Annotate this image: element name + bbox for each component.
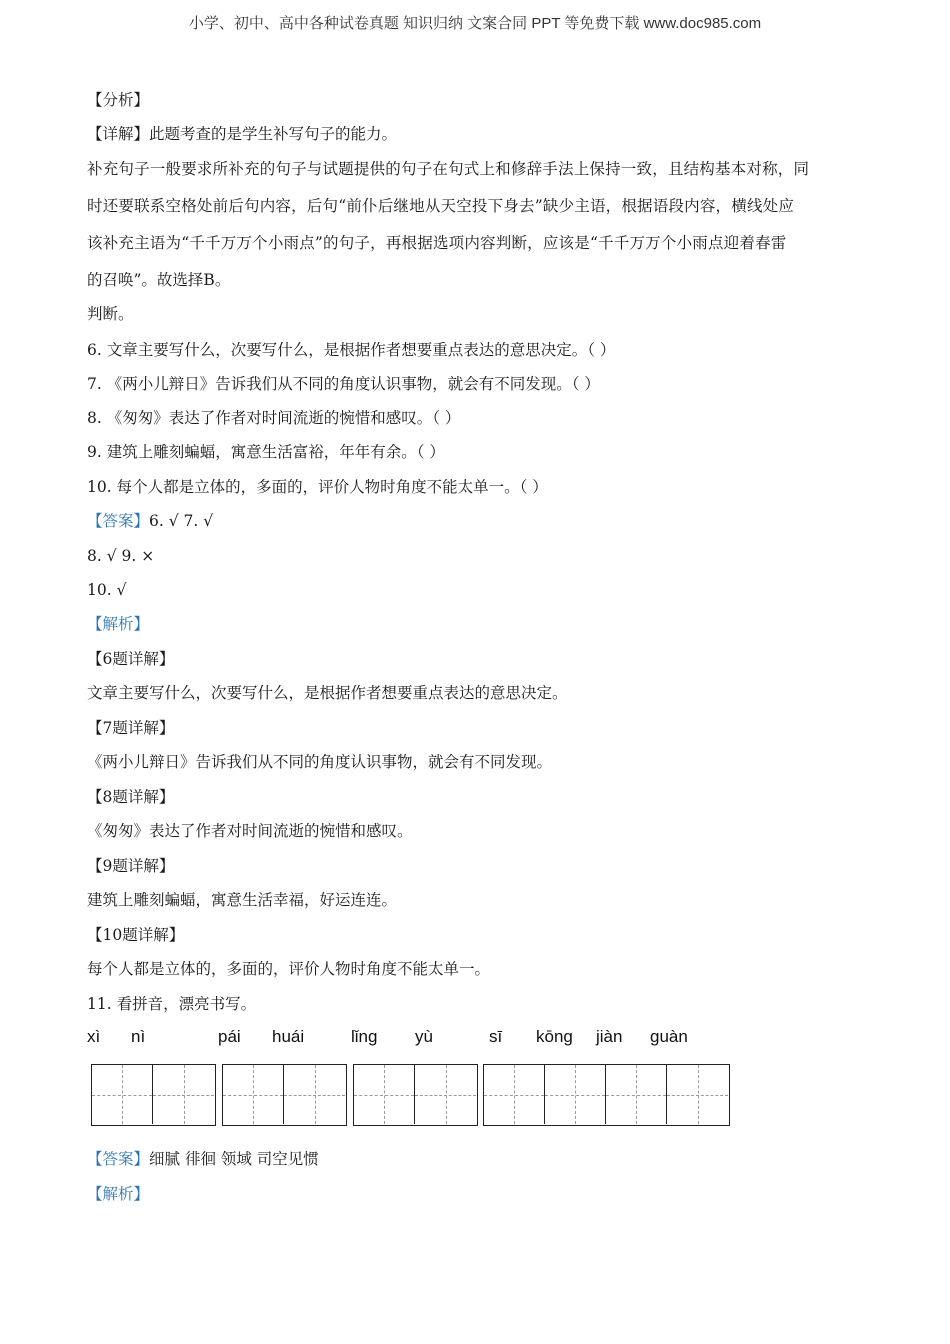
- question-10: 10. 每个人都是立体的，多面的，评价人物时角度不能太单一。（ ）: [87, 478, 548, 496]
- analysis-label: 【分析】: [87, 91, 150, 109]
- grid-cell[interactable]: [354, 1065, 415, 1124]
- pinyin-xi: xì: [87, 1027, 101, 1046]
- analysis-detail: 【详解】此题考查的是学生补写句子的能力。: [87, 125, 398, 143]
- explain2-label: 【解析】: [87, 1185, 150, 1203]
- question-8: 8. 《匆匆》表达了作者对时间流逝的惋惜和感叹。（ ）: [87, 409, 461, 427]
- answer-line-1: 6. √ 7. √: [149, 512, 214, 530]
- grid-cell[interactable]: [284, 1065, 345, 1124]
- grid-cell[interactable]: [545, 1065, 606, 1124]
- pinyin-ni: nì: [131, 1027, 146, 1046]
- pinyin-ling: lǐng: [351, 1027, 378, 1046]
- answer2-label: 【答案】: [87, 1150, 150, 1168]
- grid-cell[interactable]: [415, 1065, 476, 1124]
- explain-9-title: 【9题详解】: [87, 857, 175, 875]
- writing-grid-1[interactable]: [91, 1064, 216, 1126]
- answer-line-3: 10. √: [87, 581, 127, 599]
- writing-grid-3[interactable]: [353, 1064, 478, 1126]
- explain-10-text: 每个人都是立体的，多面的，评价人物时角度不能太单一。: [87, 960, 491, 978]
- writing-grid-2[interactable]: [222, 1064, 347, 1126]
- analysis-para-3: 该补充主语为“千千万万个小雨点”的句子，再根据选项内容判断，应该是“千千万万个小雨点迎着春雷: [87, 234, 787, 252]
- analysis-para-1: 补充句子一般要求所补充的句子与试题提供的句子在句式上和修辞手法上保持一致，且结构基本对称，同: [87, 160, 810, 178]
- answer2-row: [87, 1149, 319, 1169]
- answer-line-2: 8. √ 9. ×: [87, 547, 155, 565]
- explain-10-title: 【10题详解】: [87, 926, 185, 944]
- explain-8-text: 《匆匆》表达了作者对时间流逝的惋惜和感叹。: [87, 822, 413, 840]
- pinyin-guan: guàn: [650, 1027, 688, 1046]
- grid-cell[interactable]: [92, 1065, 153, 1124]
- grid-cell[interactable]: [667, 1065, 728, 1124]
- explain-7-text: 《两小儿辩日》告诉我们从不同的角度认识事物，就会有不同发现。: [87, 753, 553, 771]
- grid-cell[interactable]: [153, 1065, 214, 1124]
- question-6: 6. 文章主要写什么，次要写什么，是根据作者想要重点表达的意思决定。（ ）: [87, 341, 616, 359]
- pinyin-si: sī: [489, 1027, 503, 1046]
- question-7: 7. 《两小儿辩日》告诉我们从不同的角度认识事物，就会有不同发现。（ ）: [87, 375, 600, 393]
- grid-cell[interactable]: [606, 1065, 667, 1124]
- answer-row-1: [87, 511, 213, 531]
- pinyin-yu: yù: [415, 1027, 433, 1046]
- pinyin-pai: pái: [218, 1027, 241, 1046]
- explain-9-text: 建筑上雕刻蝙蝠，寓意生活幸福，好运连连。: [87, 891, 398, 909]
- explain-8-title: 【8题详解】: [87, 788, 175, 806]
- explain-6-text: 文章主要写什么，次要写什么，是根据作者想要重点表达的意思决定。: [87, 684, 568, 702]
- pinyin-jian: jiàn: [596, 1027, 623, 1046]
- judge-title: 判断。: [87, 305, 134, 323]
- question-9: 9. 建筑上雕刻蝙蝠，寓意生活富裕，年年有余。（ ）: [87, 443, 445, 461]
- grid-cell[interactable]: [484, 1065, 545, 1124]
- answer-label: 【答案】: [87, 512, 150, 530]
- analysis-para-4: 的召唤”。故选择B。: [87, 271, 231, 289]
- pinyin-huai: huái: [272, 1027, 305, 1046]
- explain-6-title: 【6题详解】: [87, 650, 175, 668]
- answer2-text: 细腻 徘徊 领域 司空见惯: [149, 1150, 319, 1168]
- writing-grid-4[interactable]: [483, 1064, 730, 1126]
- explain-7-title: 【7题详解】: [87, 719, 175, 737]
- question-11-title: 11. 看拼音，漂亮书写。: [87, 995, 257, 1013]
- grid-cell[interactable]: [223, 1065, 284, 1124]
- page-header: 小学、初中、高中各种试卷真题 知识归纳 文案合同 PPT 等免费下载 www.doc985.com: [188, 15, 762, 32]
- explain-label: 【解析】: [87, 615, 150, 633]
- pinyin-kong: kōng: [536, 1027, 573, 1046]
- analysis-para-2: 时还要联系空格处前后句内容，后句“前仆后继地从天空投下身去”缺少主语，根据语段内容，横线处应: [87, 197, 795, 215]
